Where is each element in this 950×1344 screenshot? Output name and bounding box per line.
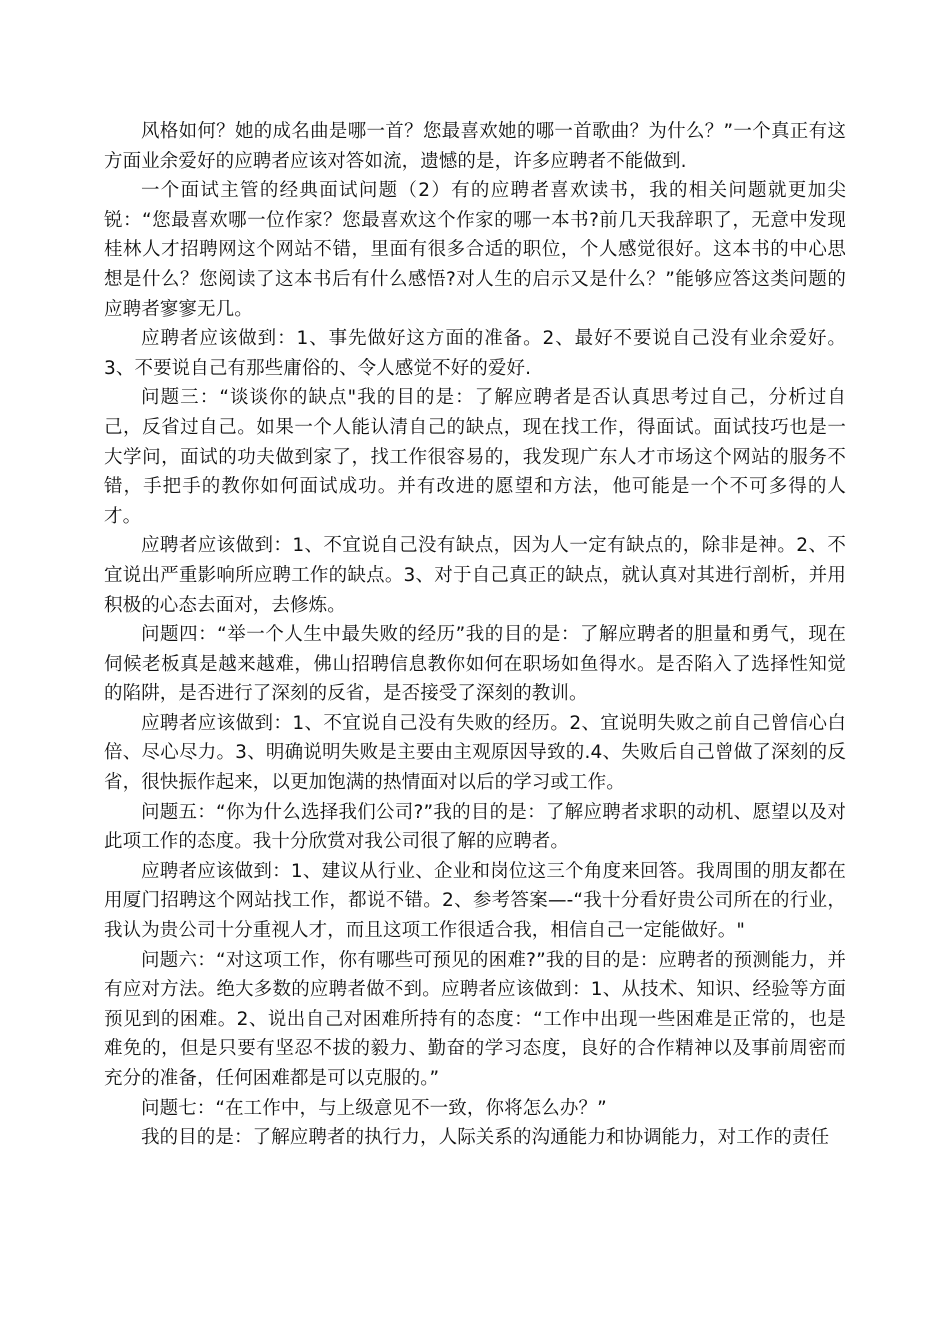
paragraph-company-advice: 应聘者应该做到：1、建议从行业、企业和岗位这三个角度来回答。我周围的朋友都在用厦门招聘这个网站找工作，都说不错。2、参考答案—-“我十分看好贵公司所在的行业，我认为贵公司十分重视人才，而且这项工作很适合我，相信自己一定能做好。" [104, 860, 846, 942]
paragraph-question-seven-purpose: 我的目的是：了解应聘者的执行力，人际关系的沟通能力和协调能力，对工作的责任 [141, 1127, 830, 1149]
paragraph-weakness-advice: 应聘者应该做到：1、不宜说自己没有缺点，因为人一定有缺点的，除非是神。2、不宜说出严重影响所应聘工作的缺点。3、对于自己真正的缺点，就认真对其进行剖析，并用积极的心态去面对，去修炼。 [104, 535, 846, 616]
paragraph-question-four: 问题四：“举一个人生中最失败的经历”我的目的是：了解应聘者的胆量和勇气，现在伺候老板真是越来越难，佛山招聘信息教你如何在职场如鱼得水。是否陷入了选择性知觉的陷阱，是否进行了深刻的反省，是否接受了深刻的教训。 [104, 624, 846, 705]
paragraph-reading-question: 一个面试主管的经典面试问题（2）有的应聘者喜欢读书，我的相关问题就更加尖锐：“您最喜欢哪一位作家？您最喜欢这个作家的哪一本书?前几天我辞职了，无意中发现桂林人才招聘网这个网站不错，里面有很多合适的职位，个人感觉很好。这本书的中心思想是什么？您阅读了这本书后有什么感悟?对人生的启示又是什么？”能够应答这类问题的应聘者寥寥无几。 [104, 180, 846, 320]
paragraph-failure-advice: 应聘者应该做到：1、不宜说自己没有失败的经历。2、宜说明失败之前自己曾信心白倍、尽心尽力。3、明确说明失败是主要由主观原因导致的.4、失败后自己曾做了深刻的反省，很快振作起来，以更加饱满的热情面对以后的学习或工作。 [104, 712, 846, 794]
paragraph-question-six: 问题六：“对这项工作，你有哪些可预见的困难?”我的目的是：应聘者的预测能力，并有应对方法。绝大多数的应聘者做不到。应聘者应该做到：1、从技术、知识、经验等方面预见到的困难。2、说出自己对困难所持有的态度：“工作中出现一些困难是正常的，也是难免的，但是只要有坚忍不拔的毅力、勤奋的学习态度，良好的合作精神以及事前周密而充分的准备，任何困难都是可以克服的。” [104, 949, 846, 1089]
paragraph-question-three: 问题三：“谈谈你的缺点"我的目的是：了解应聘者是否认真思考过自己，分析过自己，反省过自己。如果一个人能认清自己的缺点，现在找工作，得面试。面试技巧也是一大学问，面试的功夫做到家了，找工作很容易的，我发现广东人才市场这个网站的服务不错，手把手的教你如何面试成功。并有改进的愿望和方法，他可能是一个不可多得的人才。 [104, 387, 846, 527]
paragraph-question-seven: 问题七：“在工作中，与上级意见不一致，你将怎么办？” [141, 1097, 607, 1119]
paragraph-question-five: 问题五：“你为什么选择我们公司?”我的目的是：了解应聘者求职的动机、愿望以及对此项工作的态度。我十分欣赏对我公司很了解的应聘者。 [104, 801, 846, 853]
paragraph-hobby-advice: 应聘者应该做到：1、事先做好这方面的准备。2、最好不要说自己没有业余爱好。3、不要说自己有那些庸俗的、令人感觉不好的爱好. [104, 328, 846, 379]
paragraph-hobby-song-question: 风格如何？她的成名曲是哪一首？您最喜欢她的哪一首歌曲？为什么？”一个真正有这方面业余爱好的应聘者应该对答如流，遗憾的是，许多应聘者不能做到. [104, 121, 846, 172]
document-body [104, 117, 846, 1153]
